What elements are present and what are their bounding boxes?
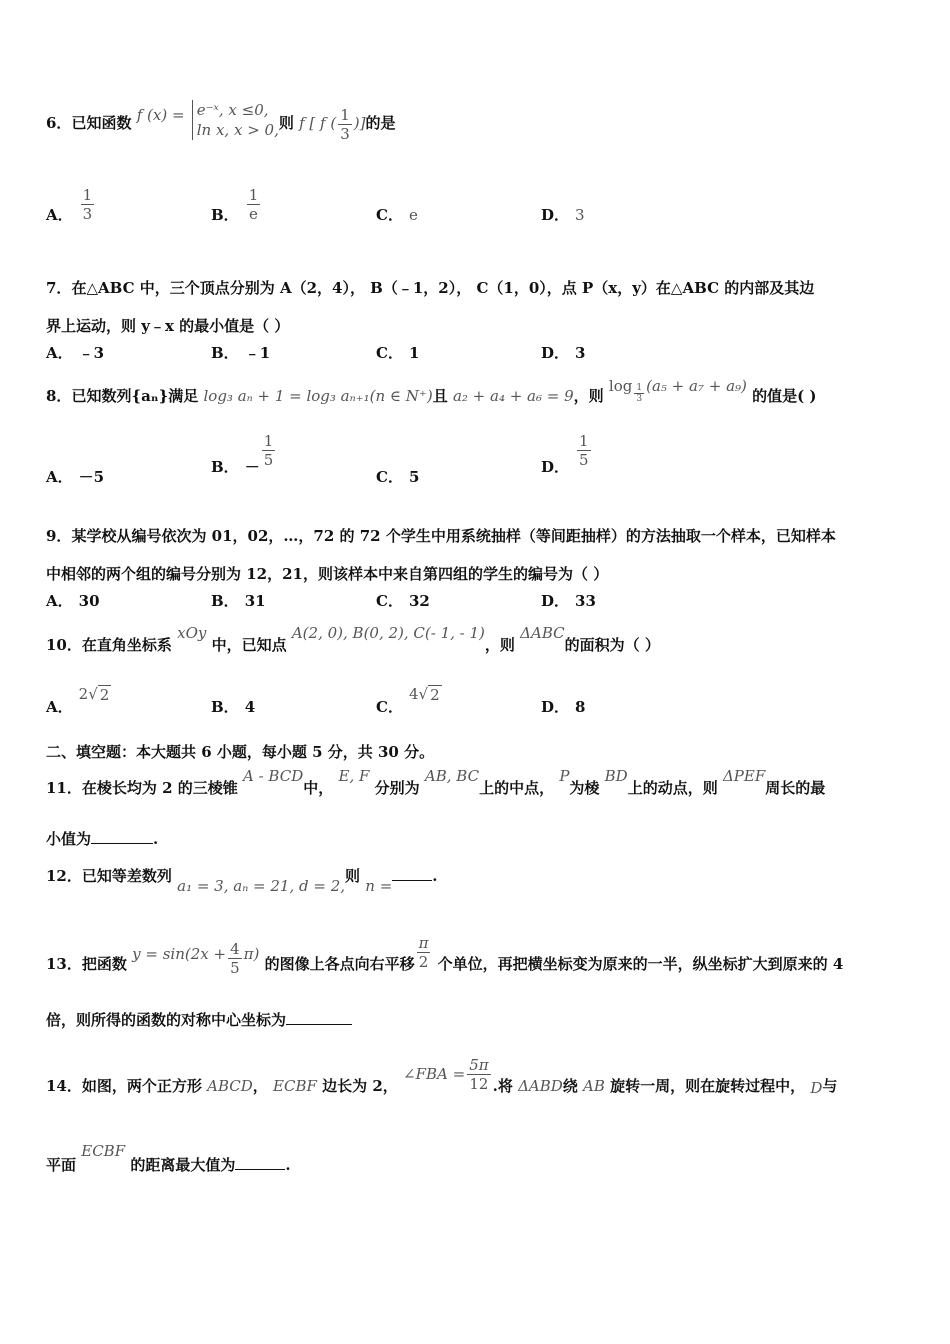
option-value: ﹣1 xyxy=(244,344,271,362)
q14-m3: ∠FBA = xyxy=(403,1064,466,1083)
q7-line-2: 界上运动，则 y﹣x 的最小值是（ ） xyxy=(46,317,290,335)
option-label: C． xyxy=(376,468,403,486)
q6-frac-num: 1 xyxy=(340,105,350,124)
q10-m1: xOy xyxy=(177,624,207,642)
q6-piecewise xyxy=(192,100,279,140)
q11-m5: BD xyxy=(604,767,628,785)
q11-m1: A - BCD xyxy=(243,767,304,785)
option-label: A． xyxy=(46,344,73,362)
question-11-line-2 xyxy=(46,829,900,849)
q6-options xyxy=(46,186,900,223)
q11-number: 11． xyxy=(46,779,82,797)
q11-line-2: 小值为 xyxy=(46,830,92,848)
frac-den: 5 xyxy=(579,451,589,469)
option-label: A． xyxy=(46,698,73,716)
q11-m4: P xyxy=(559,767,570,785)
q11-m3: AB, BC xyxy=(424,767,480,785)
option-value: 3 xyxy=(575,205,585,224)
q10-m3: ΔABC xyxy=(520,624,565,642)
question-13 xyxy=(46,926,900,977)
question-13-line-2 xyxy=(46,1010,900,1030)
q13-text-2: 的图像上各点向右平移 xyxy=(264,954,415,973)
q6-case-1: e⁻ˣ, x ≤0, xyxy=(196,101,269,119)
option-value: 4 xyxy=(244,697,256,716)
frac-den: 5 xyxy=(263,451,274,469)
q14-m5: AB xyxy=(583,1076,605,1095)
q10-c-sqrt xyxy=(409,685,442,704)
q14-angle-frac xyxy=(467,1056,490,1093)
q9-number: 9． xyxy=(46,527,72,545)
question-8 xyxy=(46,377,900,408)
q14-text-3: 边长为 2， xyxy=(322,1076,398,1095)
q8-log: log xyxy=(608,377,633,395)
q14-line-2b: 的距离最大值为 xyxy=(130,1156,236,1174)
option-value: 3 xyxy=(575,343,586,362)
q6-option-b xyxy=(211,186,376,223)
q10-text-a: 在直角坐标系 xyxy=(81,636,172,654)
q7-text-1: 在△ABC 中，三个顶点分别为 A（2，4）， B（﹣1，2）， C（1，0），点 P（x，y）在△ABC 的内部及其边 xyxy=(71,279,815,297)
q11-text-6: 上的动点，则 xyxy=(627,779,718,797)
option-value: ﹣3 xyxy=(78,344,105,362)
q14-line-2a: 平面 xyxy=(46,1156,77,1174)
q10-options xyxy=(46,684,900,716)
option-label: B． xyxy=(211,206,239,224)
q6-func-lhs: f (x) = xyxy=(136,106,185,124)
q13-m1b: π) xyxy=(243,944,260,963)
q8-number: 8． xyxy=(46,387,72,405)
q11-text-4: 上的中点， xyxy=(479,779,555,797)
q12-text-2: 则 xyxy=(345,867,361,885)
q14-text-6: 旋转一周，则在旋转过程中， xyxy=(610,1076,806,1095)
option-label: C． xyxy=(376,698,403,716)
q6-option-d xyxy=(541,196,706,233)
option-label: B． xyxy=(211,344,239,362)
option-value: 8 xyxy=(575,697,586,716)
frac-num: 1 xyxy=(263,432,274,450)
q6-text-b: 则 xyxy=(278,114,294,132)
q14-m1: ABCD xyxy=(207,1076,253,1095)
q13-number: 13． xyxy=(46,954,82,973)
q9-options xyxy=(46,590,900,611)
q10-a-sqrt xyxy=(79,685,112,704)
frac-num: 1 xyxy=(248,186,259,204)
question-9 xyxy=(46,517,900,593)
q6-expr: f [ f ( xyxy=(299,114,337,132)
q9-text-1: 某学校从编号依次为 01，02，…，72 的 72 个学生中用系统抽样（等间距抽样）的方法抽取一个样本，已知样本 xyxy=(71,527,836,545)
q8-text-d: 的值是( ) xyxy=(752,387,817,405)
q8-d-frac xyxy=(577,432,591,469)
option-value: 31 xyxy=(244,591,266,610)
option-label: C． xyxy=(376,592,403,610)
q11-text-2: 中， xyxy=(303,779,334,797)
sqrt-radicand: 2 xyxy=(430,686,440,704)
answer-blank[interactable] xyxy=(286,1010,352,1025)
q7-option-c xyxy=(376,342,541,363)
q6-frac-den: 3 xyxy=(340,124,350,143)
option-value: －5 xyxy=(78,468,105,486)
q10-option-c xyxy=(376,684,541,716)
question-12 xyxy=(46,866,900,895)
q9-line-2: 中相邻的两个组的编号分别为 12，21，则该样本中来自第四组的学生的编号为（ ） xyxy=(46,565,609,583)
q6-case-2: ln x, x > 0, xyxy=(196,121,279,139)
q8-text-b: 且 xyxy=(432,387,448,405)
q9-option-b xyxy=(211,590,376,611)
q8-options xyxy=(46,432,900,486)
section-2-title: 二、填空题：本大题共 6 小题，每小题 5 分，共 30 分。 xyxy=(46,743,435,761)
q14-m2: ECBF xyxy=(273,1076,317,1095)
q6-option-a xyxy=(46,186,211,223)
option-label: A． xyxy=(46,592,73,610)
q7-number: 7． xyxy=(46,279,72,297)
q11-end: . xyxy=(153,830,159,848)
q7-line-1 xyxy=(46,269,900,307)
frac-den: 3 xyxy=(82,205,93,223)
radical-sign: √ xyxy=(88,685,98,703)
option-label: A． xyxy=(46,468,73,486)
q7-option-a xyxy=(46,342,211,363)
q6-text-a: 已知函数 xyxy=(71,114,132,132)
q10-text-b: 中，已知点 xyxy=(211,636,287,654)
q14-m6: D xyxy=(810,1078,823,1097)
option-value: e xyxy=(408,205,418,224)
frac-den: 3 xyxy=(636,393,643,404)
q13-text-3: 个单位，再把横坐标变为原来的一半，纵坐标扩大到原来的 4 xyxy=(437,954,844,973)
q6-number: 6． xyxy=(46,114,72,132)
q10-option-a xyxy=(46,684,211,716)
radical-sign: √ xyxy=(418,685,429,703)
answer-blank[interactable] xyxy=(235,1155,285,1170)
q10-text-c: ，则 xyxy=(484,636,515,654)
q8-b-frac xyxy=(262,432,276,469)
answer-blank[interactable] xyxy=(392,875,432,881)
option-value: 32 xyxy=(408,591,430,610)
question-10 xyxy=(46,624,900,655)
q14-number: 14． xyxy=(46,1076,82,1095)
question-11 xyxy=(46,767,900,798)
q6-b-frac xyxy=(247,186,261,223)
q11-m2: E, F xyxy=(338,767,370,785)
q11-text-3: 分别为 xyxy=(374,779,420,797)
q12-end: . xyxy=(432,867,438,885)
option-label: B． xyxy=(211,698,239,716)
frac-num: 4 xyxy=(230,940,240,958)
q13-shift-frac xyxy=(417,934,431,971)
q12-m2: n = xyxy=(365,877,393,895)
q8-eq: log₃ aₙ + 1 = log₃ aₙ₊₁(n ∈ N⁺) xyxy=(203,387,433,405)
frac-den: e xyxy=(249,205,258,223)
q6-text-c: 的是 xyxy=(365,114,396,132)
q9-line-1 xyxy=(46,517,900,555)
q7-options xyxy=(46,342,900,363)
option-label: B． xyxy=(211,592,239,610)
option-label: C． xyxy=(376,344,403,362)
q14-text-7: 与 xyxy=(822,1076,838,1095)
option-label: B． xyxy=(211,458,239,476)
question-7 xyxy=(46,269,900,345)
question-6 xyxy=(46,101,900,144)
frac-den: 2 xyxy=(418,953,429,971)
sqrt-radicand: 2 xyxy=(99,686,110,704)
q8-option-c xyxy=(376,458,541,495)
q13-m1a: y = sin(2x + xyxy=(132,944,227,963)
option-label: A． xyxy=(46,206,73,224)
q11-text-1: 在棱长均为 2 的三棱锥 xyxy=(81,779,238,797)
frac-num: 1 xyxy=(82,186,93,204)
q8-log-base xyxy=(634,383,644,404)
q14-m4: ΔABD xyxy=(518,1076,563,1095)
q10-option-b xyxy=(211,696,376,717)
frac-den: 12 xyxy=(469,1075,489,1093)
q10-text-d: 的面积为（ ） xyxy=(564,636,660,654)
q14-text-4: .将 xyxy=(492,1076,513,1095)
question-14-line-2 xyxy=(46,1142,900,1175)
option-value: 33 xyxy=(575,591,596,610)
q6-a-frac xyxy=(81,186,95,223)
q11-text-7: 周长的最 xyxy=(765,779,826,797)
option-value: 1 xyxy=(408,343,420,362)
frac-num: 1 xyxy=(636,382,643,393)
option-label: D． xyxy=(541,698,570,716)
q8-text-a: 已知数列{aₙ}满足 xyxy=(71,387,199,405)
q12-text-1: 已知等差数列 xyxy=(81,867,172,885)
q11-text-5: 为棱 xyxy=(569,779,600,797)
q9-option-a xyxy=(46,590,211,611)
option-value: 30 xyxy=(78,591,100,610)
q9-option-d xyxy=(541,590,706,611)
option-label: D． xyxy=(541,206,570,224)
q8-option-d xyxy=(541,432,706,476)
q10-number: 10． xyxy=(46,636,82,654)
answer-blank[interactable] xyxy=(91,829,153,844)
frac-den: 5 xyxy=(230,959,240,977)
q6-fraction xyxy=(338,106,352,143)
q13-frac xyxy=(228,940,242,977)
q13-text-1: 把函数 xyxy=(81,954,127,973)
q8-eq2: a₂ + a₄ + a₆ = 9 xyxy=(452,387,574,405)
q7-option-d xyxy=(541,342,706,363)
q6-expr-end: )] xyxy=(353,114,366,132)
q9-option-c xyxy=(376,590,541,611)
q13-line-2: 倍，则所得的函数的对称中心坐标为 xyxy=(46,1011,287,1029)
option-label: D． xyxy=(541,458,570,476)
q8-log-arg: (a₅ + a₇ + a₉) xyxy=(646,377,747,395)
question-14 xyxy=(46,1044,900,1097)
q8-log-expr xyxy=(608,376,747,404)
q7-option-b xyxy=(211,342,376,363)
q8-text-c: ，则 xyxy=(573,387,604,405)
sqrt-coef: 2 xyxy=(78,685,89,703)
q14-end: . xyxy=(285,1156,291,1174)
sqrt-coef: 4 xyxy=(408,685,419,703)
q8-option-b xyxy=(211,432,376,476)
option-label: C． xyxy=(376,206,403,224)
q14-m7: ECBF xyxy=(81,1142,126,1160)
q6-option-c xyxy=(376,196,541,233)
q12-number: 12． xyxy=(46,867,82,885)
q10-m2: A(2, 0), B(0, 2), C(- 1, - 1) xyxy=(291,624,485,642)
option-label: D． xyxy=(541,344,570,362)
q10-option-d xyxy=(541,696,706,717)
frac-num: 1 xyxy=(579,432,589,450)
q11-m6: ΔPEF xyxy=(722,767,766,785)
option-value: 5 xyxy=(408,467,420,486)
option-label: D． xyxy=(541,592,570,610)
q8-option-a xyxy=(46,458,211,495)
frac-num: π xyxy=(418,934,429,952)
q14-text-5: 绕 xyxy=(562,1076,578,1095)
q12-m1: a₁ = 3, aₙ = 21, d = 2, xyxy=(177,877,346,895)
frac-num: 5π xyxy=(469,1056,489,1074)
q14-text-2: ， xyxy=(252,1076,268,1095)
q14-text-1: 如图，两个正方形 xyxy=(81,1076,202,1095)
q8-b-sign: － xyxy=(244,458,260,476)
